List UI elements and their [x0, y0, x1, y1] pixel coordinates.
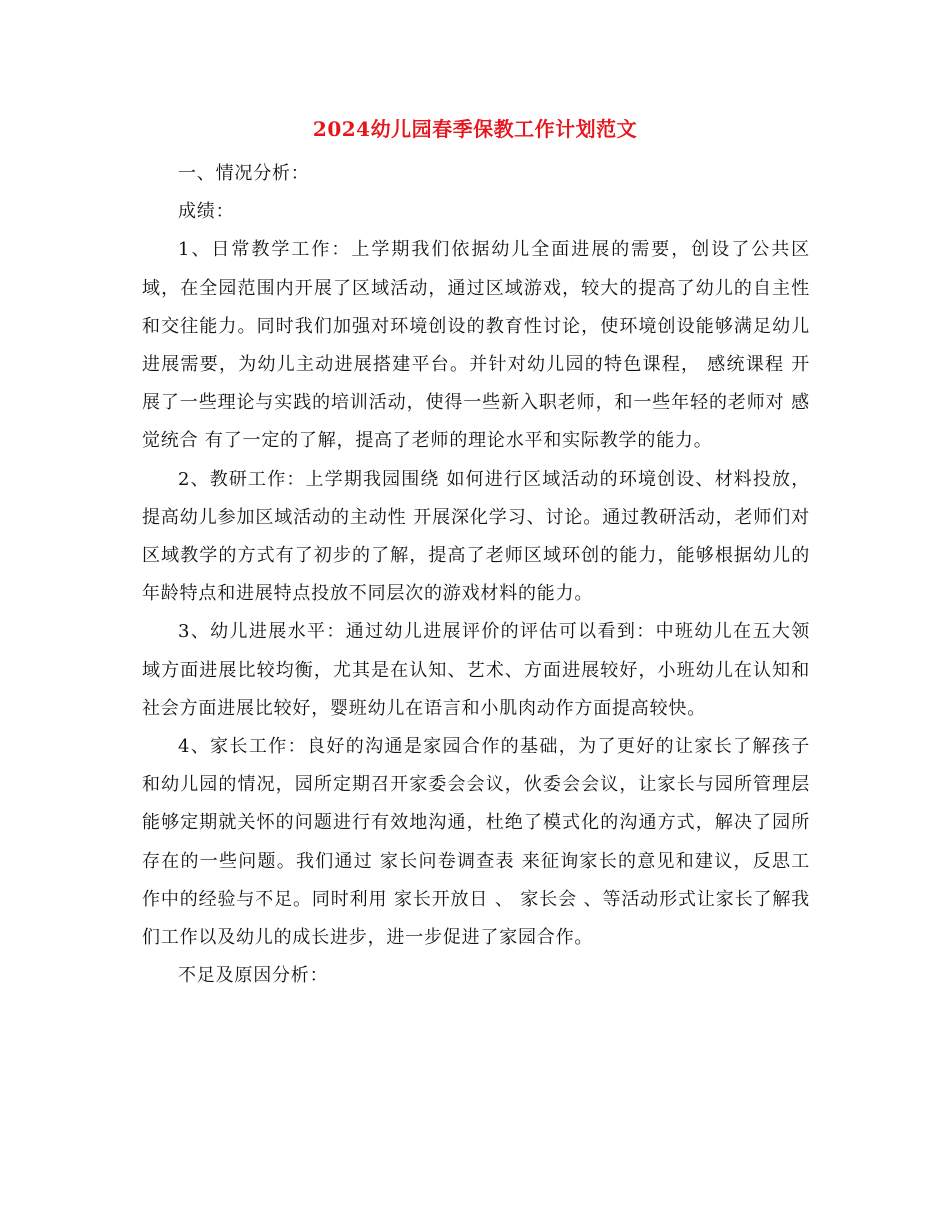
paragraph-section-heading: 一、情况分析：	[178, 163, 310, 184]
paragraph-shortcomings-heading: 不足及原因分析：	[178, 965, 329, 987]
paragraph-daily-teaching: 1、日常教学工作：上学期我们依据幼儿全面进展的需要，创设了公共区域，在全园范围内开展了区域活动，通过区域游戏，较大的提高了幼儿的自主性和交往能力。同时我们加强对环境创设的教育性讨论，使环境创设能够满足幼儿进展需要，为幼儿主动进展搭建平台。并针对幼儿园的特色课程， 感统课程 开展了一些理论与实践的培训活动，使得一些新入职老师，和一些年轻的老师对 感觉统合 有了一定的了解，提高了老师的理论水平和实际教学的能力。	[142, 239, 810, 452]
document-body	[142, 155, 810, 995]
paragraph-achievements-heading: 成绩：	[178, 201, 235, 223]
paragraph-teaching-research: 2、教研工作：上学期我园围绕 如何进行区域活动的环境创设、材料投放，提高幼儿参加区域活动的主动性 开展深化学习、讨论。通过教研活动，老师们对区域教学的方式有了初步的了解，提高了老师区域环创的能力，能够根据幼儿的年龄特点和进展特点投放不同层次的游戏材料的能力。	[142, 468, 810, 605]
document-title: 2024幼儿园春季保教工作计划范文	[312, 117, 638, 141]
paragraph-parent-work: 4、家长工作：良好的沟通是家园合作的基础，为了更好的让家长了解孩子和幼儿园的情况，园所定期召开家委会会议，伙委会会议，让家长与园所管理层能够定期就关怀的问题进行有效地沟通，杜绝了模式化的沟通方式，解决了园所存在的一些问题。我们通过 家长问卷调查表 来征询家长的意见和建议，反思工作中的经验与不足。同时利用 家长开放日 、 家长会 、等活动形式让家长了解我们工作以及幼儿的成长进步，进一步促进了家园合作。	[142, 736, 810, 949]
paragraph-child-development: 3、幼儿进展水平：通过幼儿进展评价的评估可以看到：中班幼儿在五大领域方面进展比较均衡，尤其是在认知、艺术、方面进展较好，小班幼儿在认知和社会方面进展比较好，婴班幼儿在语言和小肌肉动作方面提高较快。	[142, 621, 810, 719]
